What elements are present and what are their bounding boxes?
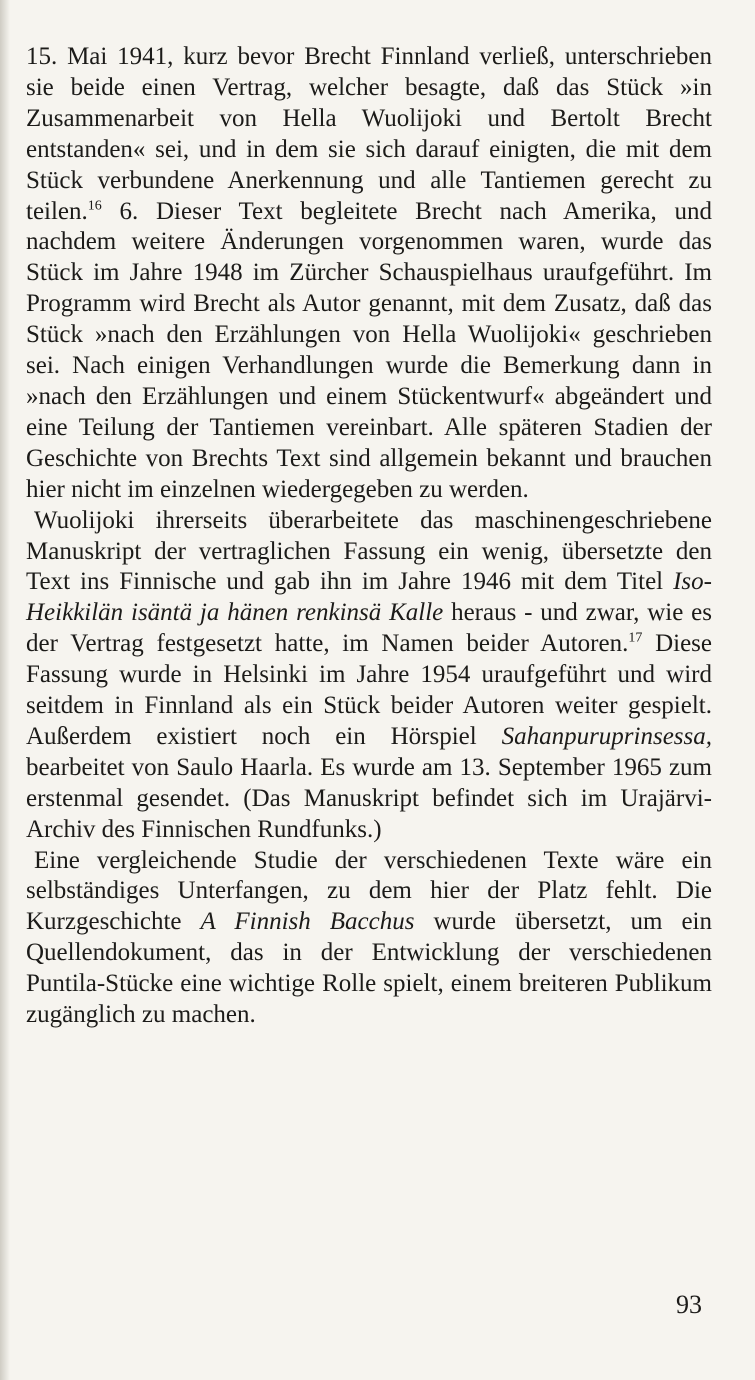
paragraph-2-text-d: bearbeitet von Saulo Haarla. Es wurde am 13. September 1965 zum erstenmal gesendet. (Das Manuskript befindet sich im Urajärvi-Archiv des Finnischen Rundfunks.) [26, 753, 712, 843]
footnote-ref-17: 17 [628, 630, 643, 646]
paragraph-1-text-a: 15. Mai 1941, kurz bevor Brecht Finnland verließ, unterschrieben sie beide einen Vertrag, welcher besagte, daß das Stück »in Zusammenarbeit von Hella Wuolijoki und Bertolt Brecht entstanden« sei, und in dem sie sich darauf einigten, die mit dem Stück verbundene Anerkennung und alle Tantiemen gerecht zu teilen. [26, 43, 712, 225]
footnote-ref-16: 16 [87, 198, 102, 214]
paragraph-2 [26, 506, 712, 846]
paragraph-1-text-b: 6. Dieser Text begleitete Brecht nach Amerika, und nachdem weitere Änderungen vorgenommen waren, wurde das Stück im Jahre 1948 im Zürcher Schauspielhaus uraufgeführt. Im Programm wird Brecht als Autor genannt, mit dem Zusatz, daß das Stück »nach den Erzählungen von Hella Wuolijoki« geschrieben sei. Nach einigen Verhandlungen wurde die Bemerkung dann in »nach den Erzählungen und einem Stückentwurf« abgeändert und eine Teilung der Tantiemen vereinbart. Alle späteren Stadien der Geschichte von Brechts Text sind allgemein bekannt und brauchen hier nicht im einzelnen wiedergegeben zu werden. [26, 197, 712, 503]
story-title: A Finnish Bacchus [200, 908, 415, 936]
paragraph-2-text-c: Diese Fassung wurde in Helsinki im Jahre 1954 uraufgeführt und wird seitdem in Finnland als ein Stück beider Autoren weiter gespielt. Außerdem existiert noch ein Hörspiel [26, 630, 712, 750]
finnish-title: Iso-Heikkilän isäntä ja hänen renkinsä Kalle [26, 568, 712, 627]
paragraph-3-text-b: wurde übersetzt, um ein Quellendokument, das in der Entwicklung der verschiedenen Puntila-Stücke eine wichtige Rolle spielt, einem breiteren Publikum zugänglich zu machen. [26, 908, 713, 1029]
paragraph-3-text-a: Eine vergleichende Studie der verschiedenen Texte wäre ein selbständiges Unterfangen, zu dem hier der Platz fehlt. Die Kurzgeschichte [26, 846, 712, 936]
radio-play-title: Sahanpuruprinsessa, [501, 722, 712, 750]
page-number: 93 [676, 1290, 702, 1319]
paragraph-2-text-a: Wuolijoki ihrerseits überarbeitete das maschinengeschriebene Manuskript der vertraglichen Fassung ein wenig, übersetzte den Text ins Finnische und gab ihn im Jahre 1946 mit dem Titel [26, 506, 712, 596]
paragraph-2-text-b: heraus - und zwar, wie es der Vertrag festgesetzt hatte, im Namen beider Autoren. [26, 599, 712, 658]
page-edge-shadow [0, 0, 10, 1380]
body-text [26, 42, 712, 1031]
paragraph-1 [26, 42, 712, 506]
paragraph-3 [26, 846, 712, 1031]
